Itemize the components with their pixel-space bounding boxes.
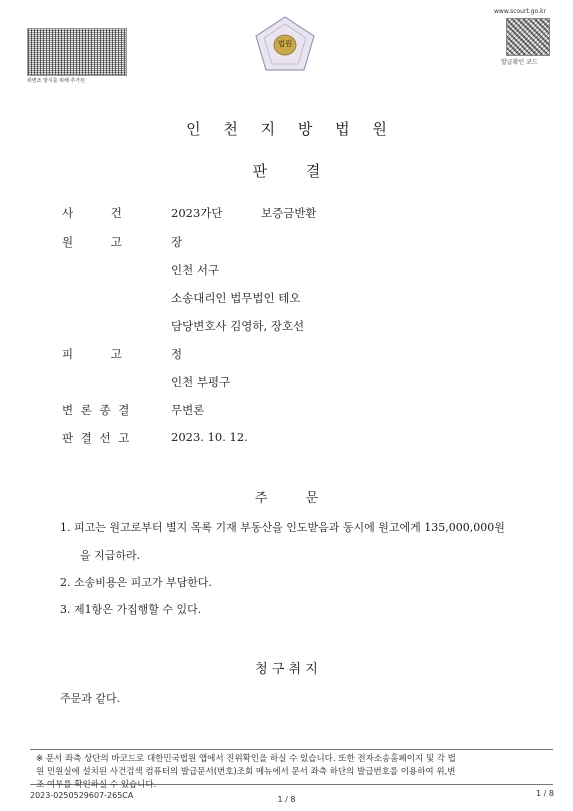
claim-text: 주문과 같다. (60, 692, 121, 705)
closing-label: 변 론 종 결 (62, 403, 132, 417)
plaintiff-counsel: 소송대리인 법무법인 테오 (171, 291, 301, 305)
notice-line-2: 원 민원실에 설치된 사건검색 컴퓨터의 발급문서(번호)조회 메뉴에서 문서 좌측 하단의 발급번호를 이용하여 위,변 (36, 767, 456, 777)
plaintiff-label: 원 고 (62, 235, 122, 249)
issue-number: 2023-0250529607-265CA (30, 791, 134, 800)
plaintiff-address: 인천 서구 (171, 263, 220, 277)
seal-label: 법원 (277, 39, 293, 48)
order-title: 주 문 (254, 491, 319, 506)
ruling-date: 2023. 10. 12. (171, 430, 248, 444)
case-label: 사 건 (62, 206, 122, 220)
verification-qr-code[interactable] (506, 18, 550, 56)
verification-notice (30, 749, 553, 790)
court-name: 인 천 지 방 법 원 (186, 120, 396, 138)
order-item-1: 1. 피고는 원고로부터 별지 목록 기재 부동산을 인도받음과 동시에 원고에게 135,000,000원 (60, 521, 505, 534)
defendant-address: 인천 부평구 (171, 375, 231, 389)
qr-caption: 발급확인 코드 (501, 59, 538, 66)
order-item-1-continued: 을 지급하라. (80, 549, 141, 562)
order-item-2: 2. 소송비용은 피고가 부담한다. (60, 576, 212, 589)
notice-line-3: 조 여부를 확인하실 수 있습니다. (36, 780, 157, 790)
claim-title: 청 구 취 지 (255, 662, 318, 677)
page-number-right: 1 / 8 (536, 789, 554, 798)
closing-value: 무변론 (171, 403, 205, 417)
plaintiff-lawyers: 담당변호사 김영하, 장호선 (171, 319, 305, 333)
case-number: 2023가단 (171, 206, 223, 220)
authentication-barcode[interactable] (27, 28, 127, 76)
plaintiff-name: 장 (171, 235, 183, 249)
defendant-label: 피 고 (62, 347, 122, 361)
document-type: 판 결 (252, 162, 321, 180)
ruling-label: 판 결 선 고 (62, 431, 132, 445)
case-name: 보증금반환 (261, 206, 317, 220)
notice-line-1: ※ 문서 좌측 상단의 바코드로 대한민국법원 앱에서 진위확인을 하실 수 있습니다. 또한 전자소송홈페이지 및 각 법 (36, 754, 456, 764)
order-item-3: 3. 제1항은 가집행할 수 있다. (60, 603, 202, 616)
defendant-name: 정 (171, 347, 183, 361)
court-url: www.scourt.go.kr (494, 8, 546, 15)
page-number: 1 / 8 (277, 795, 296, 804)
barcode-caption: 위변조 방지를 위해 추가된 (27, 78, 85, 84)
